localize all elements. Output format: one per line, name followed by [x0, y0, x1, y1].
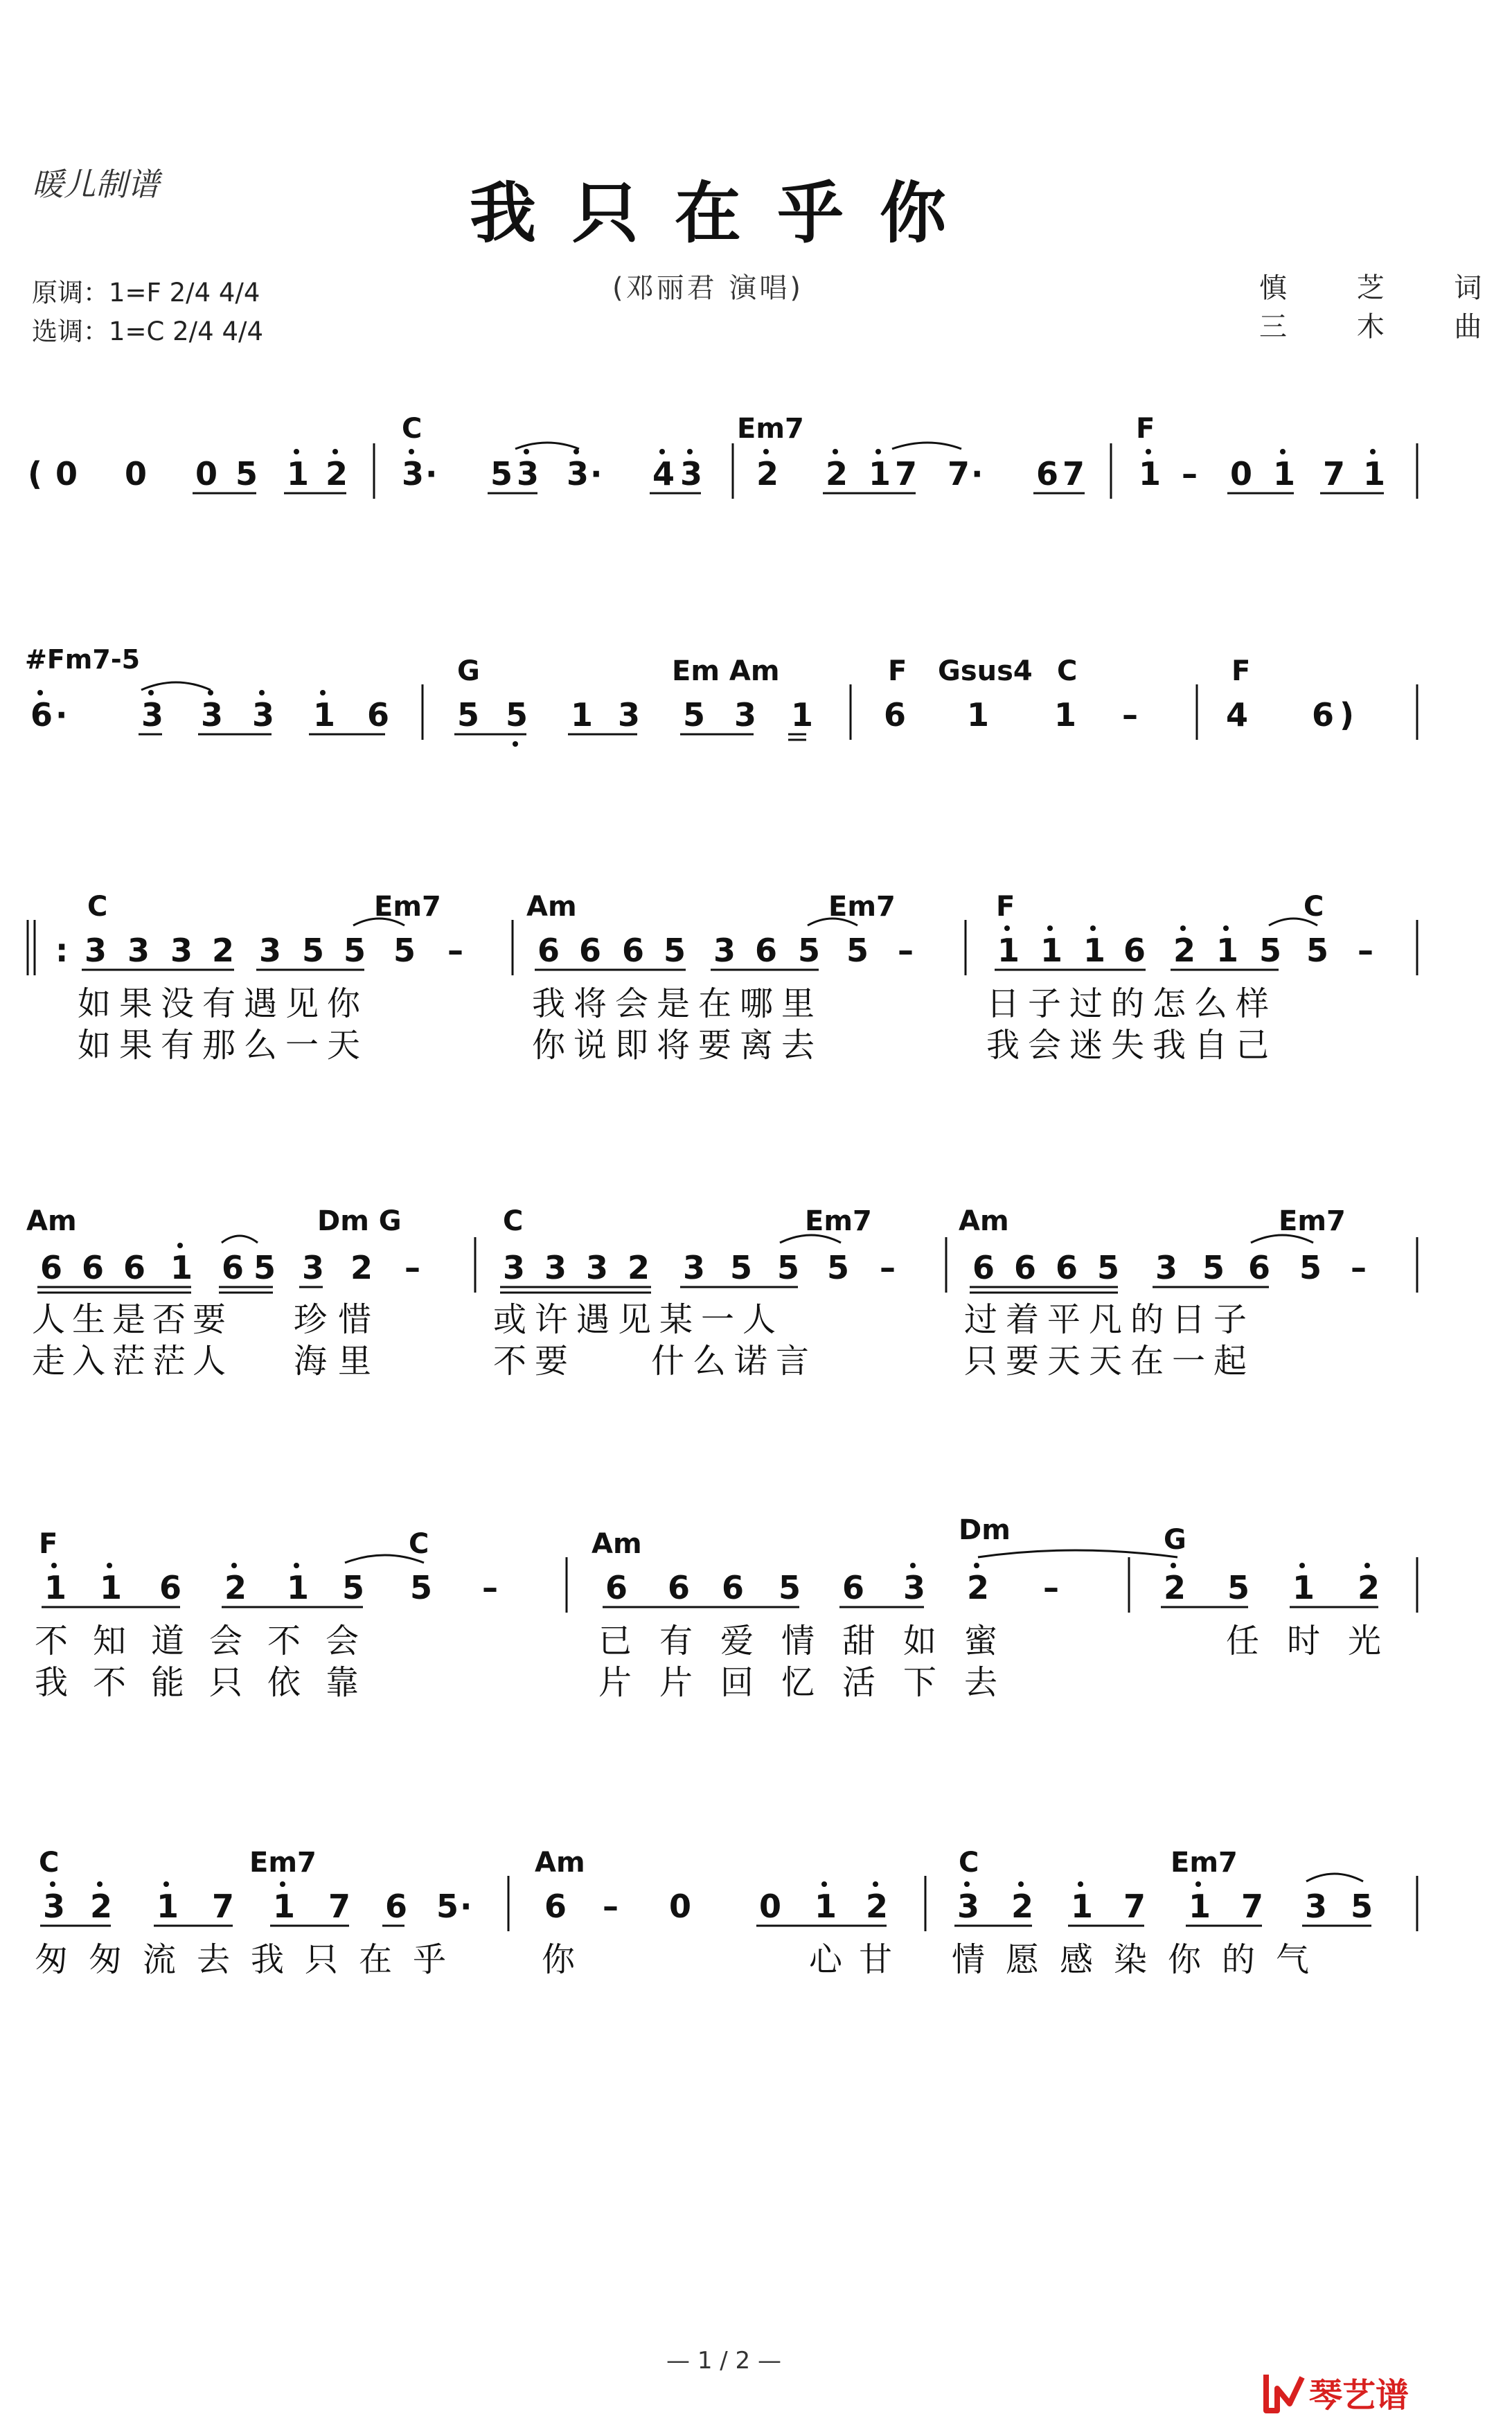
lyric-line-1: 匆匆流去我只在乎: [35, 1940, 468, 1979]
svg-text:5: 5: [410, 1569, 433, 1606]
svg-text:5: 5: [1259, 932, 1282, 969]
svg-text:5: 5: [798, 932, 821, 969]
score-system-3: [0, 880, 1448, 1088]
svg-text:1: 1: [1189, 1888, 1211, 1925]
svg-text:): ): [1340, 696, 1355, 734]
svg-text:6: 6: [1036, 455, 1059, 493]
svg-text:6: 6: [537, 932, 560, 969]
svg-text:2: 2: [628, 1249, 650, 1286]
lyric-line-1: 珍惜: [294, 1300, 383, 1339]
svg-text:6: 6: [385, 1888, 408, 1925]
svg-text:3: 3: [680, 455, 703, 493]
svg-text:1: 1: [1363, 455, 1386, 493]
svg-text:1: 1: [157, 1888, 179, 1925]
selected-key: 选调：1=C 2/4 4/4: [32, 317, 263, 346]
svg-text:5: 5: [827, 1249, 850, 1286]
svg-text:5: 5: [302, 932, 325, 969]
svg-text:0: 0: [759, 1888, 782, 1925]
svg-text:6: 6: [367, 696, 390, 734]
svg-text:4: 4: [652, 455, 675, 493]
svg-text:1: 1: [815, 1888, 837, 1925]
svg-text:·: ·: [425, 455, 438, 493]
svg-text:–: –: [482, 1569, 498, 1606]
svg-text:·: ·: [460, 1888, 472, 1925]
svg-text:3: 3: [503, 1249, 526, 1286]
score-system-6: [0, 1836, 1448, 2009]
svg-text:6: 6: [579, 932, 602, 969]
svg-text:7: 7: [1123, 1888, 1146, 1925]
chord: Em7: [374, 891, 441, 923]
svg-text:1: 1: [287, 1569, 310, 1606]
lyric-line-1: 人生是否要: [32, 1300, 233, 1339]
chord: Em7: [737, 413, 804, 445]
svg-text:1: 1: [1054, 696, 1077, 734]
svg-text:5: 5: [1299, 1249, 1322, 1286]
svg-text:–: –: [603, 1888, 619, 1925]
lyric-line-1: 或许遇见某一人: [493, 1300, 785, 1339]
chord: F: [1231, 655, 1251, 687]
svg-text:6: 6: [123, 1249, 146, 1286]
svg-text:2: 2: [866, 1888, 889, 1925]
chord: Em7: [1171, 1847, 1238, 1879]
chord: Am: [535, 1847, 585, 1879]
svg-text:7: 7: [1062, 455, 1085, 493]
svg-text:1: 1: [997, 932, 1020, 969]
svg-text:–: –: [880, 1249, 896, 1286]
svg-text:1: 1: [1139, 455, 1162, 493]
svg-text:3: 3: [586, 1249, 609, 1286]
svg-text:6: 6: [972, 1249, 995, 1286]
lyric-line-2: 我会迷失我自己: [986, 1026, 1278, 1065]
score-system-4: [0, 1198, 1448, 1406]
svg-text:3: 3: [170, 932, 193, 969]
chord: Em7: [249, 1847, 317, 1879]
svg-text:6: 6: [222, 1249, 244, 1286]
notation-line: [0, 920, 1448, 982]
lyric-line-1: 如果没有遇见你: [78, 984, 369, 1023]
svg-text:5: 5: [777, 1249, 800, 1286]
svg-text:6: 6: [1248, 1249, 1271, 1286]
svg-text:3: 3: [43, 1888, 66, 1925]
lyric-line-2: 什么诺言: [651, 1342, 818, 1381]
chord: G: [1164, 1524, 1186, 1556]
chord: Am: [526, 891, 577, 923]
svg-text:2: 2: [326, 455, 348, 493]
svg-text:5: 5: [779, 1569, 801, 1606]
song-title: 我只在乎你: [470, 174, 982, 252]
chord: Dm: [959, 1514, 1011, 1546]
svg-text:3: 3: [713, 932, 736, 969]
chord: Dm G: [317, 1205, 402, 1237]
lyric-line-1: 任时光: [1226, 1622, 1409, 1660]
svg-text:6: 6: [668, 1569, 691, 1606]
chord: C: [87, 891, 108, 923]
chord: Em7: [828, 891, 896, 923]
svg-text:2: 2: [1011, 1888, 1034, 1925]
notation-line: [0, 443, 1448, 506]
svg-text:(: (: [28, 455, 43, 493]
svg-text:–: –: [1358, 932, 1373, 969]
svg-text:3: 3: [141, 696, 164, 734]
music-note-icon: [1262, 2368, 1435, 2419]
chord: G: [457, 655, 480, 687]
svg-text:5: 5: [393, 932, 416, 969]
svg-text::: :: [55, 932, 69, 969]
svg-text:6: 6: [722, 1569, 745, 1606]
svg-text:2: 2: [826, 455, 848, 493]
notation-line: [0, 1237, 1448, 1300]
svg-text:5: 5: [254, 1249, 276, 1286]
chord: C: [1304, 891, 1324, 923]
svg-text:–: –: [1182, 455, 1198, 493]
svg-text:6: 6: [755, 932, 778, 969]
svg-text:2: 2: [1173, 932, 1196, 969]
svg-text:2: 2: [756, 455, 779, 493]
brand-logo: [1262, 2368, 1435, 2419]
svg-text:3: 3: [683, 1249, 706, 1286]
svg-text:3: 3: [734, 696, 757, 734]
svg-text:7: 7: [948, 455, 970, 493]
chord: C: [503, 1205, 524, 1237]
svg-text:1: 1: [44, 1569, 67, 1606]
svg-text:–: –: [404, 1249, 420, 1286]
svg-text:–: –: [1043, 1569, 1059, 1606]
lyric-line-2: 如果有那么一天: [78, 1026, 369, 1065]
chord: Am: [26, 1205, 77, 1237]
svg-text:3: 3: [127, 932, 150, 969]
lyric-line-2: 走入茫茫人: [32, 1342, 233, 1381]
svg-text:2: 2: [350, 1249, 373, 1286]
chord: Em7: [1279, 1205, 1346, 1237]
svg-text:6: 6: [884, 696, 907, 734]
svg-text:1: 1: [287, 455, 310, 493]
svg-text:3: 3: [85, 932, 107, 969]
lyric-line-1: 情愿感染你的气: [952, 1940, 1331, 1979]
svg-text:1: 1: [791, 696, 814, 734]
lyric-line-1: 你: [542, 1940, 576, 1979]
chord: C: [402, 413, 423, 445]
lyric-line-2: 不要: [493, 1342, 577, 1381]
svg-text:3: 3: [302, 1249, 325, 1286]
chord: Am: [592, 1528, 642, 1560]
svg-text:3: 3: [252, 696, 275, 734]
svg-text:5: 5: [1351, 1888, 1373, 1925]
svg-text:0: 0: [125, 455, 148, 493]
svg-text:·: ·: [590, 455, 603, 493]
svg-text:1: 1: [273, 1888, 296, 1925]
svg-text:5: 5: [1097, 1249, 1120, 1286]
svg-text:6: 6: [622, 932, 645, 969]
notation-line: [0, 1557, 1448, 1620]
singer-credit: (邓丽君 演唱): [612, 272, 803, 304]
svg-text:7: 7: [1241, 1888, 1264, 1925]
svg-text:7: 7: [1323, 455, 1346, 493]
svg-text:2: 2: [967, 1569, 990, 1606]
lyric-line-1: 心甘: [809, 1940, 909, 1979]
maker-tag: 暖儿制谱: [32, 166, 159, 203]
lyric-line-2: 片片回忆活下去: [598, 1663, 1026, 1702]
score-system-1: [0, 402, 1448, 540]
chord: F: [996, 891, 1015, 923]
svg-text:6: 6: [82, 1249, 105, 1286]
svg-text:6: 6: [1123, 932, 1146, 969]
svg-text:5: 5: [683, 696, 706, 734]
chord: C: [1057, 655, 1078, 687]
svg-text:6: 6: [40, 1249, 63, 1286]
svg-text:1: 1: [967, 696, 990, 734]
svg-text:5: 5: [730, 1249, 753, 1286]
svg-text:2: 2: [1164, 1569, 1186, 1606]
page-number: — 1 / 2 —: [666, 2347, 781, 2375]
chord: F: [39, 1528, 58, 1560]
svg-text:5: 5: [344, 932, 366, 969]
svg-text:2: 2: [90, 1888, 113, 1925]
svg-text:5: 5: [506, 696, 528, 734]
svg-text:6: 6: [605, 1569, 628, 1606]
svg-text:7: 7: [328, 1888, 351, 1925]
svg-text:1: 1: [1216, 932, 1239, 969]
svg-text:5: 5: [342, 1569, 365, 1606]
lyricist-credit: 慎 芝 词: [1259, 272, 1512, 304]
lyric-line-2: 只要天天在一起: [964, 1342, 1256, 1381]
svg-text:5: 5: [1227, 1569, 1250, 1606]
chord: #Fm7-5: [25, 644, 141, 675]
chord: C: [39, 1847, 60, 1879]
svg-text:1: 1: [571, 696, 594, 734]
notation-line: [0, 684, 1448, 747]
svg-text:5: 5: [1202, 1249, 1225, 1286]
svg-text:6: 6: [842, 1569, 865, 1606]
brand-name: 琴艺谱: [1309, 2376, 1409, 2415]
svg-text:2: 2: [1358, 1569, 1380, 1606]
svg-text:–: –: [898, 932, 914, 969]
chord: C: [409, 1528, 429, 1560]
svg-text:2: 2: [224, 1569, 247, 1606]
svg-text:6: 6: [1014, 1249, 1037, 1286]
svg-text:0: 0: [669, 1888, 692, 1925]
svg-text:4: 4: [1226, 696, 1249, 734]
svg-text:1: 1: [1083, 932, 1106, 969]
svg-text:6: 6: [30, 696, 53, 734]
svg-text:3: 3: [903, 1569, 926, 1606]
original-key: 原调：1=F 2/4 4/4: [32, 278, 260, 308]
svg-text:0: 0: [1230, 455, 1253, 493]
chord: F: [888, 655, 907, 687]
svg-text:3: 3: [618, 696, 641, 734]
chord: C: [959, 1847, 979, 1879]
svg-text:3: 3: [957, 1888, 980, 1925]
svg-text:1: 1: [869, 455, 891, 493]
svg-text:1: 1: [170, 1249, 193, 1286]
chord: F: [1136, 413, 1155, 445]
lyric-line-1: 我将会是在哪里: [532, 984, 824, 1023]
notation-line: [0, 1876, 1448, 1938]
svg-text:3: 3: [567, 455, 589, 493]
lyric-line-1: 已有爱情甜如蜜: [598, 1622, 1026, 1660]
chord: Em7: [805, 1205, 872, 1237]
score-system-5: [0, 1514, 1448, 1725]
svg-text:5: 5: [436, 1888, 459, 1925]
svg-text:3: 3: [1305, 1888, 1328, 1925]
svg-text:5: 5: [846, 932, 869, 969]
lyric-line-1: 不知道会不会: [35, 1622, 384, 1660]
svg-text:3: 3: [544, 1249, 567, 1286]
svg-text:0: 0: [55, 455, 78, 493]
lyric-line-1: 过着平凡的日子: [964, 1300, 1256, 1339]
svg-text:·: ·: [971, 455, 984, 493]
lyric-line-2: 你说即将要离去: [532, 1026, 824, 1065]
svg-text:5: 5: [235, 455, 258, 493]
svg-text:0: 0: [195, 455, 218, 493]
svg-text:–: –: [447, 932, 463, 969]
svg-text:6: 6: [544, 1888, 567, 1925]
chord: Em Am: [672, 655, 780, 687]
svg-text:6: 6: [159, 1569, 182, 1606]
svg-text:3: 3: [1155, 1249, 1178, 1286]
svg-text:1: 1: [100, 1569, 123, 1606]
svg-text:5: 5: [664, 932, 686, 969]
svg-text:3: 3: [201, 696, 224, 734]
score-system-2: [0, 644, 1448, 783]
svg-text:5: 5: [490, 455, 513, 493]
svg-text:1: 1: [1040, 932, 1063, 969]
lyric-line-1: 日子过的怎么样: [986, 984, 1278, 1023]
svg-text:3: 3: [402, 455, 425, 493]
svg-text:1: 1: [1273, 455, 1296, 493]
svg-text:–: –: [1351, 1249, 1367, 1286]
svg-text:2: 2: [212, 932, 235, 969]
svg-text:7: 7: [895, 455, 918, 493]
svg-text:·: ·: [55, 696, 68, 734]
svg-text:3: 3: [517, 455, 540, 493]
svg-text:1: 1: [1071, 1888, 1094, 1925]
svg-text:1: 1: [1292, 1569, 1315, 1606]
chord: Am: [959, 1205, 1009, 1237]
composer-credit: 三 木 曲: [1259, 311, 1512, 343]
svg-text:1: 1: [313, 696, 336, 734]
svg-text:3: 3: [259, 932, 282, 969]
svg-text:5: 5: [457, 696, 480, 734]
svg-text:6: 6: [1056, 1249, 1078, 1286]
svg-text:5: 5: [1306, 932, 1329, 969]
svg-text:7: 7: [212, 1888, 235, 1925]
svg-text:–: –: [1122, 696, 1138, 734]
lyric-line-2: 海里: [294, 1342, 383, 1381]
svg-text:6: 6: [1312, 696, 1335, 734]
lyric-line-2: 我不能只依靠: [35, 1663, 384, 1702]
chord: Gsus4: [938, 655, 1033, 687]
